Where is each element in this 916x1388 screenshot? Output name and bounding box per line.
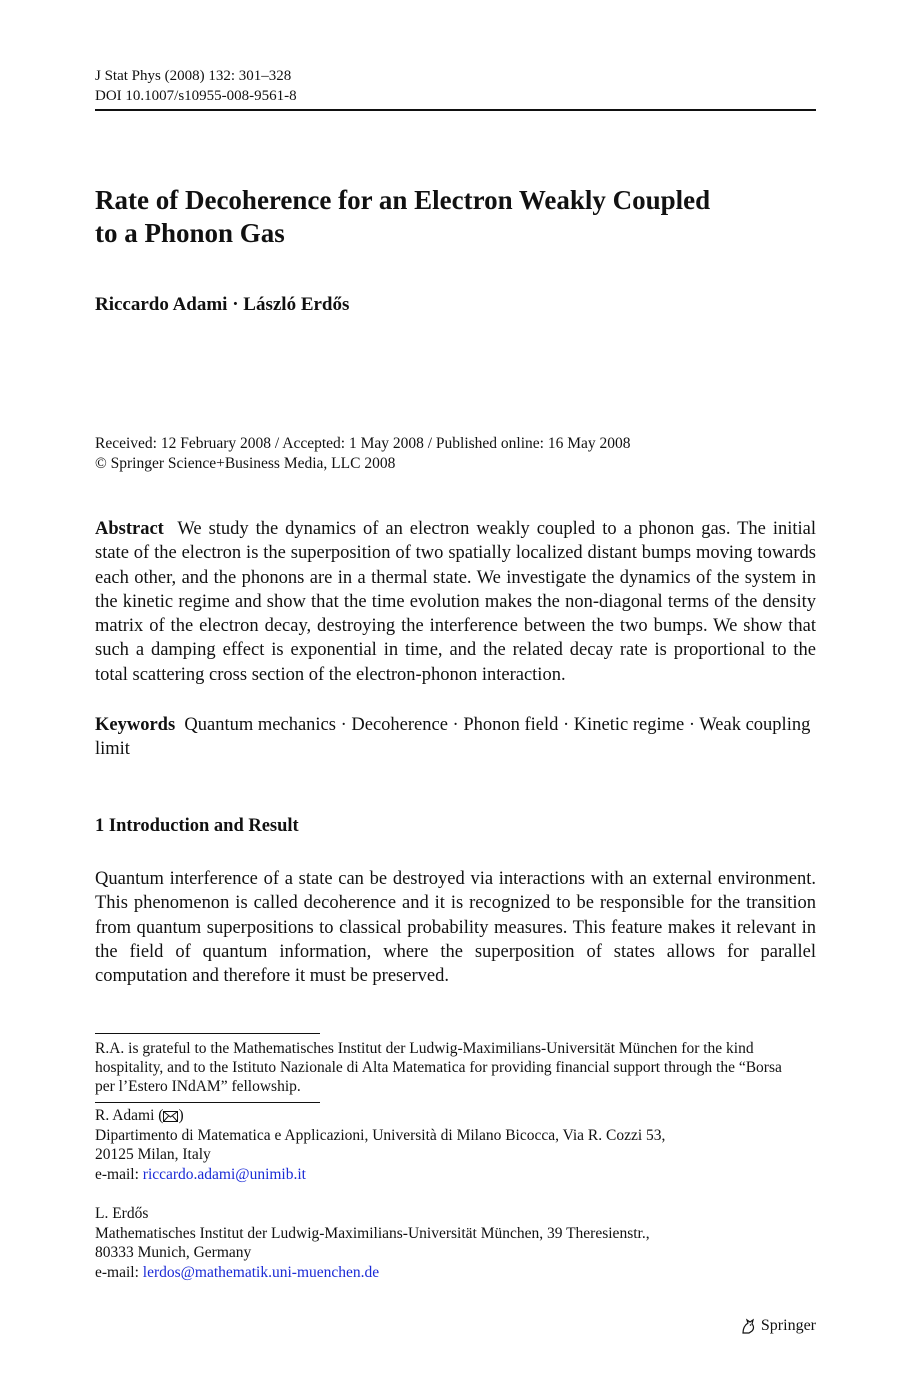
publication-dates (95, 434, 631, 474)
keywords (95, 713, 816, 762)
email-line (95, 1263, 650, 1283)
title-line-1: Rate of Decoherence for an Electron Weakly Coupled (95, 185, 711, 215)
received-line: Received: 12 February 2008 / Accepted: 1 May 2008 / Published online: 16 May 2008 (95, 435, 631, 452)
keywords-text: Quantum mechanics · Decoherence · Phonon field · Kinetic regime · Weak coupling limit (95, 715, 811, 760)
copyright-line: © Springer Science+Business Media, LLC 2008 (95, 455, 396, 472)
abstract (95, 517, 816, 687)
email-link[interactable]: riccardo.adami@unimib.it (142, 1165, 306, 1183)
author-name: L. Erdős (95, 1205, 149, 1222)
section-heading: 1 Introduction and Result (95, 816, 299, 836)
publisher-logo (739, 1317, 816, 1335)
author-list: Riccardo Adami · László Erdős (95, 294, 350, 315)
doi-line: DOI 10.1007/s10955-008-9561-8 (95, 88, 297, 104)
title-line-2: to a Phonon Gas (95, 218, 285, 248)
affiliation-line-2: 80333 Munich, Germany (95, 1244, 252, 1261)
header-rule (95, 109, 816, 111)
journal-citation (95, 66, 297, 106)
journal-line: J Stat Phys (2008) 132: 301–328 (95, 68, 292, 84)
author-name-text: R. Adami ( (95, 1107, 164, 1124)
author-name (95, 1106, 665, 1126)
footnote-rule (95, 1033, 320, 1034)
paper-title (95, 184, 795, 250)
intro-paragraph: Quantum interference of a state can be destroyed via interactions with an external environment. This phenomenon is called decoherence and it is recognized to be responsible for the transition from quantum superpositions to classical probability measures. This feature makes it relevant in the field of quantum information, where the superposition of states allows for parallel computation and therefore it must be preserved. (95, 869, 816, 987)
affiliation-erdos (95, 1204, 650, 1282)
affiliation-adami (95, 1106, 665, 1184)
email-link[interactable]: lerdos@mathematik.uni-muenchen.de (142, 1263, 380, 1281)
email-line (95, 1165, 665, 1185)
keywords-label: Keywords (95, 715, 176, 735)
affiliation-line-1: Mathematisches Institut der Ludwig-Maximilians-Universität München, 39 Theresienstr., (95, 1224, 650, 1242)
footnote-rule-2 (95, 1102, 320, 1103)
abstract-label: Abstract (95, 519, 164, 539)
email-label: e-mail: (95, 1263, 143, 1281)
affiliation-line-2: 20125 Milan, Italy (95, 1146, 211, 1163)
affiliation-line-1: Dipartimento di Matematica e Applicazioni, Università di Milano Bicocca, Via R. Cozzi 53, (95, 1126, 666, 1144)
envelope-icon[interactable] (163, 1111, 178, 1122)
abstract-text: We study the dynamics of an electron weakly coupled to a phonon gas. The initial state of the electron is the superposition of two spatially localized distant bumps moving towards each other, and the phonons are in a thermal state. We investigate the dynamics of the system in the kinetic regime and show that the time evolution makes the non-diagonal terms of the density matrix of the electron decay, destroying the interference between the two bumps. We show that such a damping effect is exponential in time, and the related decay rate is proportional to the total scattering cross section of the electron-phonon interaction. (95, 519, 816, 685)
email-label: e-mail: (95, 1165, 143, 1183)
acknowledgement-footnote: R.A. is grateful to the Mathematisches Institut der Ludwig-Maximilians-Universität München for the kind hospitality, and to the Istituto Nazionale di Alta Matematica for providing financial support through the “Borsa per l’Estero INdAM” fellowship. (95, 1040, 782, 1095)
author-name-close: ) (178, 1107, 184, 1124)
springer-horse-icon (739, 1317, 757, 1335)
publisher-name: Springer (760, 1317, 816, 1334)
